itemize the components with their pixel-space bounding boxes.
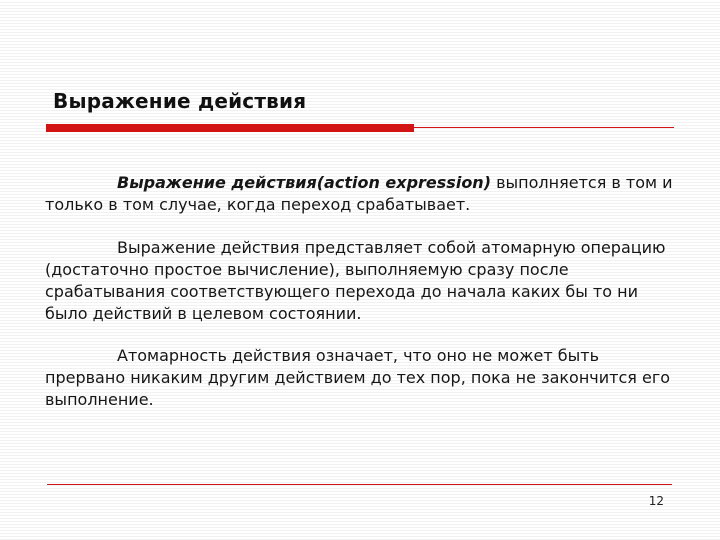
paragraph-3	[45, 345, 675, 411]
title-underline-bar	[46, 124, 414, 132]
term-action-expression: Выражение действия	[117, 173, 317, 192]
term-action-expression-en: (action expression)	[316, 173, 492, 192]
title-underline	[46, 124, 674, 132]
slide-title: Выражение действия	[53, 89, 307, 113]
paragraph-2-text: Выражение действия представляет собой атомарную операцию (достаточно простое вычисление), выполняемую сразу после срабатывания соответствующего перехода до начала каких бы то ни было действий в целевом состоянии.	[45, 238, 666, 323]
paragraph-3-text: Атомарность действия означает, что оно не может быть прервано никаким другим действием до тех пор, пока не закончится его выполнение.	[45, 346, 671, 409]
paragraph-2	[45, 237, 675, 325]
footer-divider	[47, 484, 672, 485]
page-number: 12	[648, 494, 664, 508]
paragraph-1-text: выполняется в том и только в том случае, когда переход срабатывает.	[45, 173, 673, 214]
title-underline-line	[414, 127, 674, 128]
paragraph-1	[45, 172, 675, 216]
